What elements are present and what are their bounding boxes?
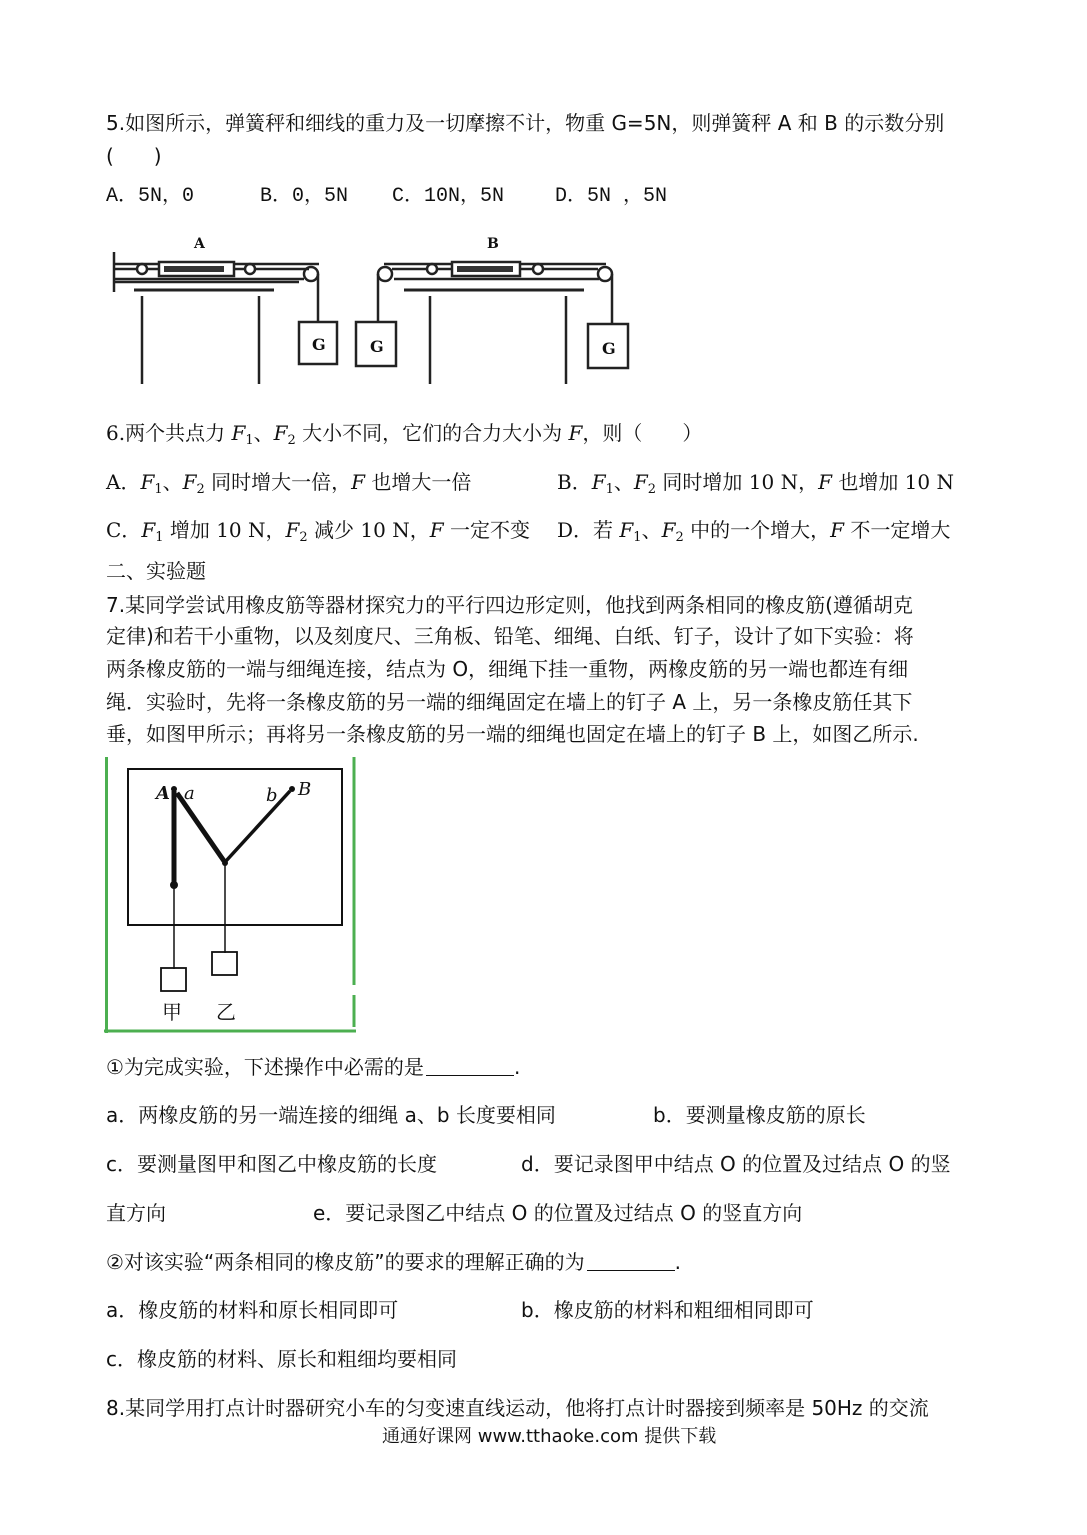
- q6-stem: [106, 419, 702, 455]
- f-symbol: F: [591, 470, 606, 494]
- text: 减少 10 N，: [307, 518, 430, 542]
- text: 同时增加 10 N，: [656, 470, 819, 494]
- q7-part1-option-b: b．要测量橡皮筋的原长: [653, 1103, 866, 1127]
- q7-part2-prompt: [106, 1248, 681, 1276]
- q7-label-B: B: [298, 779, 312, 800]
- q5-stem-line1: 5.如图所示，弹簧秤和细线的重力及一切摩擦不计，物重 G=5N，则弹簧秤 A 和 B 的示数分别: [106, 111, 945, 135]
- prompt-text: ①为完成实验，下述操作中必需的是: [106, 1055, 424, 1079]
- q5-weight-left: G: [312, 335, 326, 354]
- q5-label-b: B: [487, 236, 499, 252]
- f-symbol: F: [818, 470, 832, 494]
- answer-blank[interactable]: [426, 1055, 514, 1076]
- text: 增加 10 N，: [163, 518, 286, 542]
- q7-line-5: 垂，如图甲所示；再将另一条橡皮筋的另一端的细绳也固定在墙上的钉子 B 上，如图乙所示.: [106, 722, 919, 746]
- q6-option-a: [106, 468, 471, 504]
- f-symbol: F: [619, 518, 634, 542]
- q7-rubber-band-figure: [104, 757, 358, 1033]
- f-symbol: F: [633, 470, 648, 494]
- text-end: 一定不变: [443, 518, 530, 542]
- label: D．若: [557, 518, 620, 542]
- f-symbol: F: [429, 518, 444, 542]
- sub-2: 2: [647, 482, 657, 497]
- f-symbol: F: [285, 518, 300, 542]
- q7-part1-option-a: a．两橡皮筋的另一端连接的细绳 a、b 长度要相同: [106, 1103, 556, 1127]
- text-end: 也增加 10 N: [831, 470, 954, 494]
- label: C．: [106, 518, 142, 542]
- sub-1: 1: [155, 530, 164, 545]
- q6-stem-mid: 大小不同，它们的合力大小为: [295, 421, 569, 445]
- q6-option-c: [106, 516, 530, 552]
- q8-line-1: 8.某同学用打点计时器研究小车的匀变速直线运动，他将打点计时器接到频率是 50Hz 的交流: [106, 1396, 929, 1420]
- q5-weight-right: G: [602, 339, 616, 358]
- f-symbol: F: [661, 518, 676, 542]
- q7-line-1: 7.某同学尝试用橡皮筋等器材探究力的平行四边形定则，他找到两条相同的橡皮筋(遵循胡克: [106, 593, 913, 617]
- sub-1: 1: [154, 482, 163, 497]
- q7-label-b: b: [266, 785, 278, 806]
- f-symbol: F: [231, 421, 246, 445]
- sub-2: 2: [287, 433, 296, 448]
- sub-1: 1: [605, 482, 614, 497]
- q5-option-b: B．0，5N: [260, 185, 349, 208]
- q5-spring-scale-figure: [104, 224, 654, 390]
- f-symbol: F: [568, 421, 583, 445]
- f-symbol: F: [140, 470, 155, 494]
- sub-2: 2: [196, 482, 205, 497]
- q5-option-d: D．5N ，5N: [555, 185, 668, 208]
- text: 中的一个增大，: [683, 518, 831, 542]
- answer-blank[interactable]: [587, 1250, 675, 1271]
- q5-option-c: C．10N，5N: [392, 185, 505, 208]
- q7-part1-option-d: d．要记录图甲中结点 O 的位置及过结点 O 的竖: [521, 1152, 951, 1176]
- section-title: 二、实验题: [106, 559, 206, 583]
- q7-part1-option-d-cont: 直方向: [106, 1201, 166, 1225]
- q7-part1-option-e: e．要记录图乙中结点 O 的位置及过结点 O 的竖直方向: [313, 1201, 803, 1225]
- prompt-end: .: [513, 1055, 521, 1079]
- f-symbol: F: [351, 470, 366, 494]
- q6-stem-suffix: ，则（ ）: [582, 421, 703, 445]
- q6-option-b: [557, 468, 954, 504]
- sep: 、: [613, 470, 634, 494]
- sub-1: 1: [245, 433, 254, 448]
- q7-part1-prompt: [106, 1053, 520, 1081]
- sub-1: 1: [633, 530, 642, 545]
- q6-option-d: [557, 516, 950, 552]
- sep: 、: [641, 518, 662, 542]
- text: 同时增大一倍，: [204, 470, 352, 494]
- q5-label-a: A: [194, 236, 205, 252]
- prompt-end: .: [674, 1250, 682, 1274]
- q7-label-yi: 乙: [216, 1000, 236, 1024]
- sep: 、: [253, 421, 274, 445]
- label: A．: [106, 470, 141, 494]
- f-symbol: F: [182, 470, 197, 494]
- q7-part2-option-a: a．橡皮筋的材料和原长相同即可: [106, 1298, 399, 1322]
- q7-line-2: 定律)和若干小重物，以及刻度尺、三角板、铅笔、细绳、白纸、钉子，设计了如下实验：将: [106, 624, 914, 648]
- f-symbol: F: [141, 518, 156, 542]
- q7-line-3: 两条橡皮筋的一端与细绳连接，结点为 O，细绳下挂一重物，两橡皮筋的另一端也都连有细: [106, 657, 909, 681]
- label: B．: [557, 470, 592, 494]
- q7-part2-option-c: c．橡皮筋的材料、原长和粗细均要相同: [106, 1347, 457, 1371]
- footer-text: 通通好课网 www.tthaoke.com 提供下载: [382, 1426, 717, 1447]
- text-end: 也增大一倍: [365, 470, 472, 494]
- q7-label-A: A: [156, 783, 170, 804]
- f-symbol: F: [830, 518, 844, 542]
- q7-label-a: a: [184, 783, 195, 804]
- q7-part2-option-b: b．橡皮筋的材料和粗细相同即可: [521, 1298, 814, 1322]
- text-end: 不一定增大: [844, 518, 951, 542]
- sub-2: 2: [299, 530, 308, 545]
- f-symbol: F: [273, 421, 288, 445]
- q7-line-4: 绳．实验时，先将一条橡皮筋的另一端的细绳固定在墙上的钉子 A 上，另一条橡皮筋任其下: [106, 690, 913, 714]
- q5-option-a: A．5N，0: [106, 185, 195, 208]
- q6-stem-prefix: 6.两个共点力: [106, 421, 232, 445]
- q7-label-jia: 甲: [162, 1000, 182, 1024]
- sep: 、: [162, 470, 183, 494]
- prompt-text: ②对该实验“两条相同的橡皮筋”的要求的理解正确的为: [106, 1250, 585, 1274]
- sub-2: 2: [675, 530, 684, 545]
- q5-stem-line2: ( ): [106, 144, 162, 168]
- q7-part1-option-c: c．要测量图甲和图乙中橡皮筋的长度: [106, 1152, 437, 1176]
- q5-weight-mid: G: [370, 337, 384, 356]
